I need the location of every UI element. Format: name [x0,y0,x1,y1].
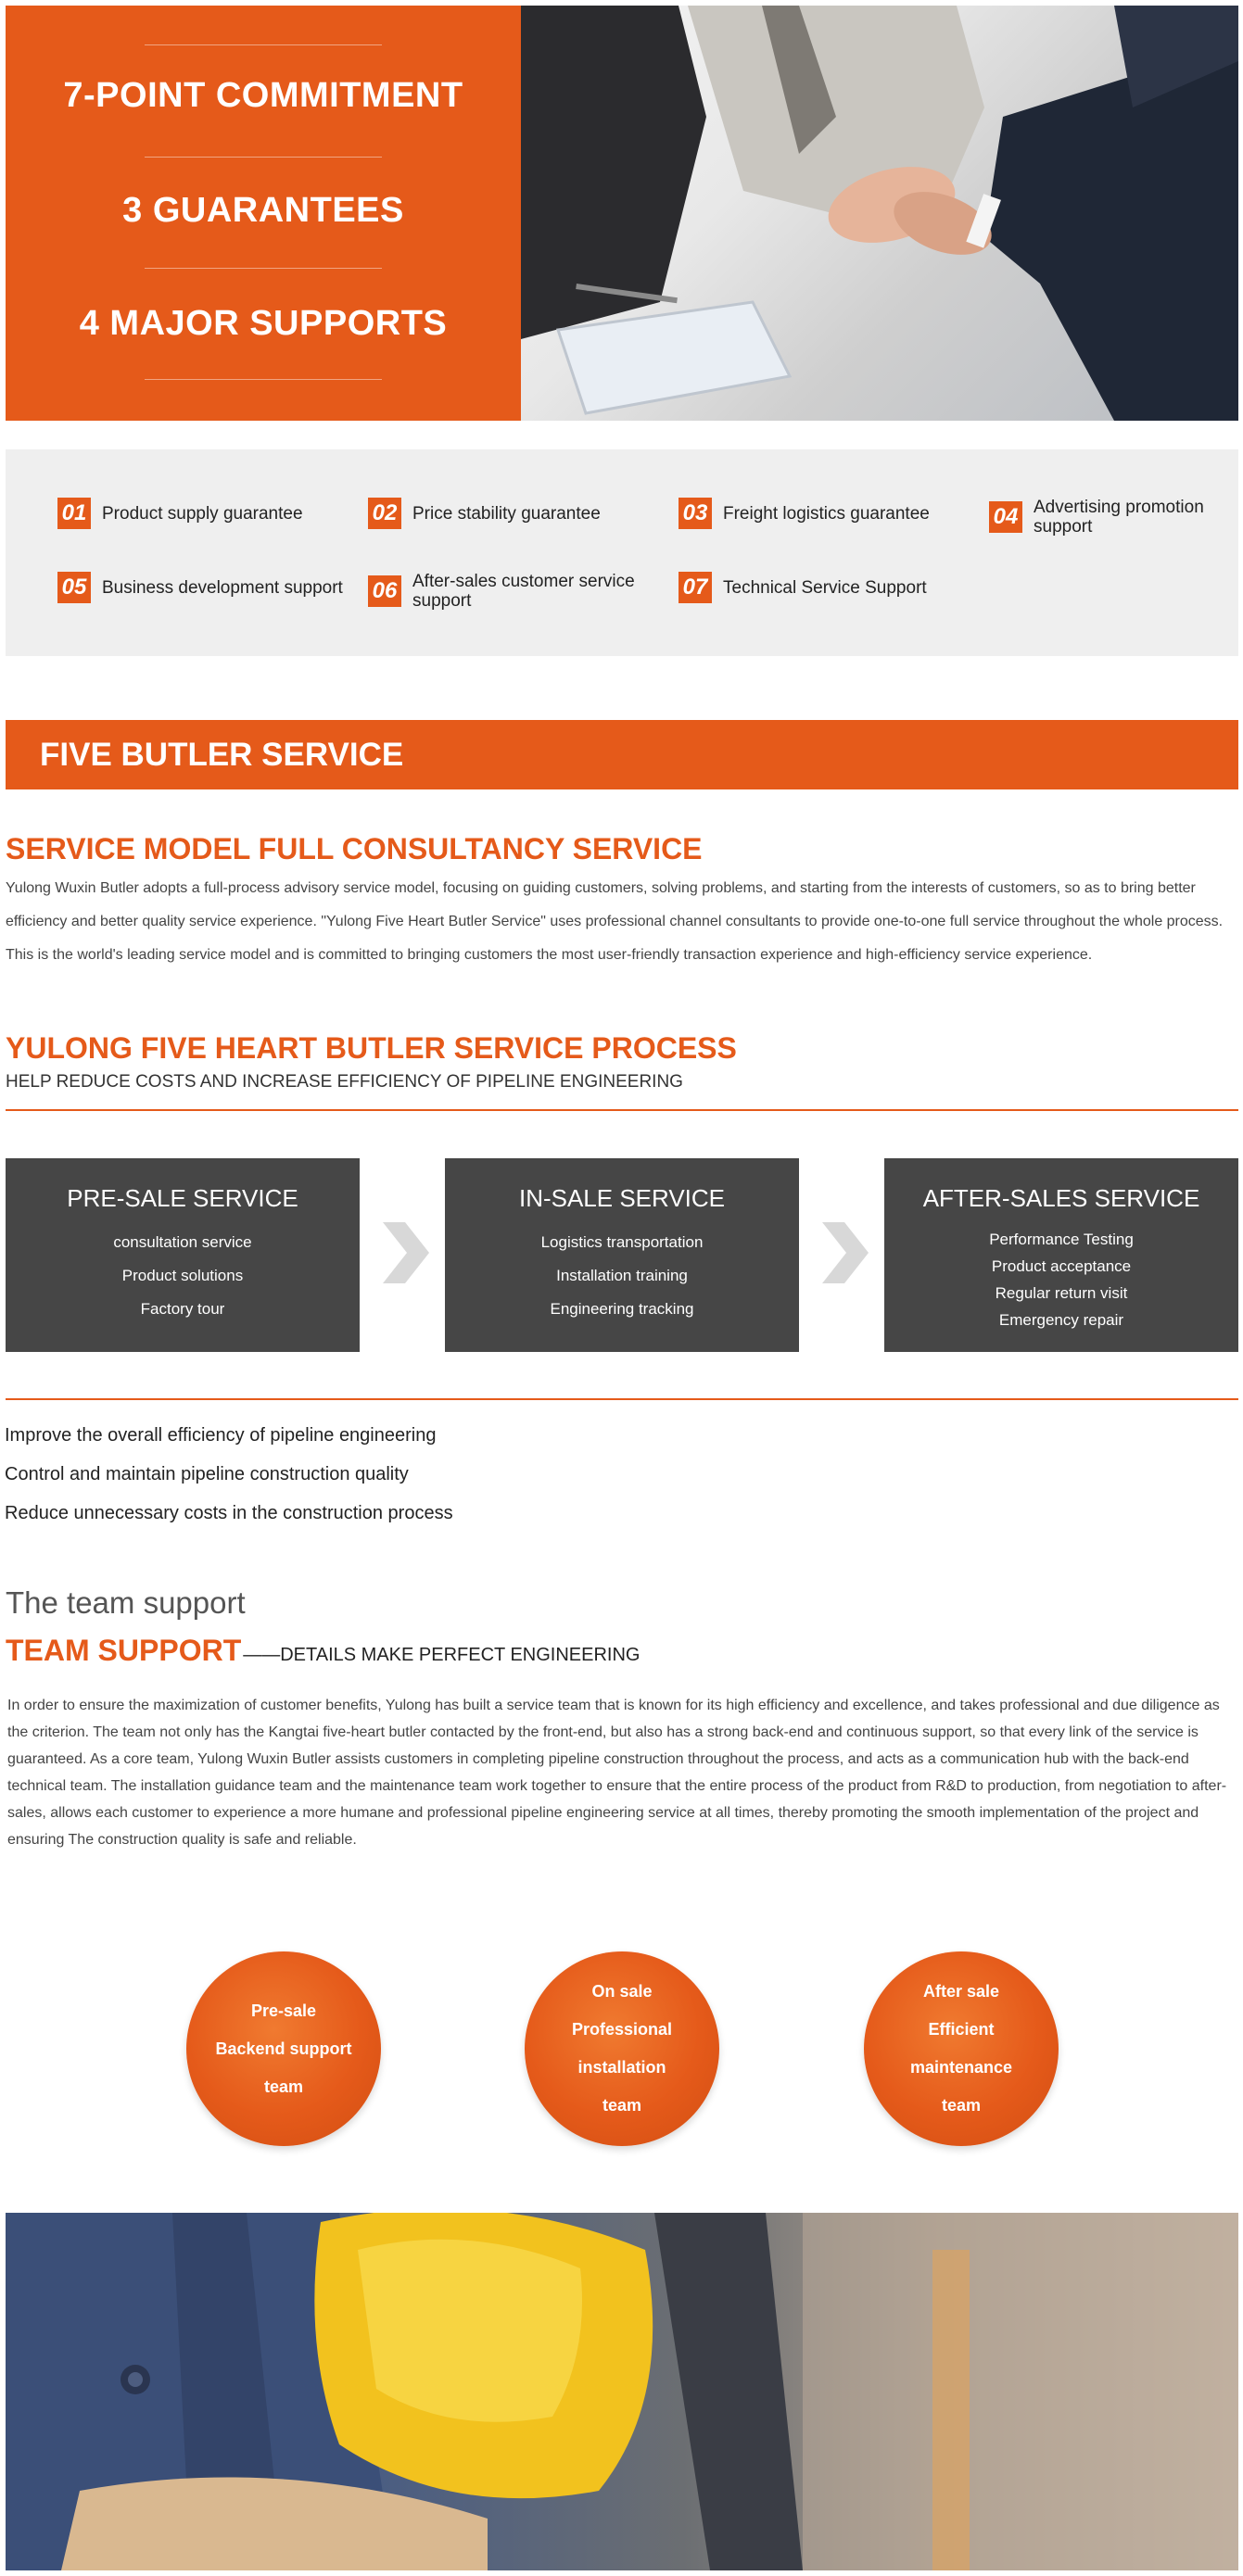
benefit-line: Improve the overall efficiency of pipeline engineering [5,1425,437,1446]
team-support-subtitle: DETAILS MAKE PERFECT ENGINEERING [280,1645,641,1665]
team-circle-pre-sale [186,1951,381,2146]
commitment-number: 03 [679,498,712,529]
commitment-item [679,572,927,603]
team-support-light-title: The team support [6,1585,246,1620]
after-sales-service-box [884,1158,1238,1352]
commitment-label: Product supply guarantee [102,503,303,524]
team-circle-on-sale [525,1951,719,2146]
hero-divider [145,157,382,158]
pre-sale-service-box [6,1158,360,1352]
process-box-title: PRE-SALE SERVICE [67,1184,298,1212]
process-item: Emergency repair [998,1311,1124,1329]
chevron-right-icon [381,1220,431,1285]
circle-line: Pre-sale [250,2001,317,2020]
hero-banner [6,6,1238,421]
commitment-number: 04 [989,501,1022,533]
process-box-title: IN-SALE SERVICE [518,1184,726,1212]
circle-line: team [263,2077,304,2096]
circle-line: team [941,2096,982,2115]
commitment-label: Freight logistics guarantee [723,503,930,524]
hero-title-supports: 4 MAJOR SUPPORTS [79,304,448,343]
commitment-number: 06 [368,575,401,607]
process-item: Factory tour [140,1300,225,1318]
commitment-item [368,498,601,529]
process-item: Installation training [556,1267,688,1284]
chevron-right-icon [820,1220,870,1285]
commitment-label: Price stability guarantee [412,503,601,524]
commitment-item [679,498,930,529]
process-item: Engineering tracking [550,1300,694,1318]
process-item: Regular return visit [995,1284,1128,1302]
commitment-label: Advertising promotion support [1034,498,1204,537]
commitment-label: Technical Service Support [723,577,927,598]
commitment-item [368,572,644,611]
service-model-heading: SERVICE MODEL FULL CONSULTANCY SERVICE [6,832,703,865]
engineer-helmet-photo [6,2213,1238,2570]
team-support-heading [6,1634,640,1668]
hero-title-guarantees: 3 GUARANTEES [122,191,404,230]
commitment-label: Business development support [102,577,343,598]
orange-divider [6,1109,1238,1111]
benefit-line: Control and maintain pipeline construction quality [5,1464,409,1484]
orange-divider [6,1398,1238,1400]
process-item: Logistics transportation [540,1233,704,1251]
commitment-number: 01 [57,498,91,529]
in-sale-service-box [445,1158,799,1352]
circle-line: Professional [571,2020,673,2039]
commitment-item [57,572,343,603]
circle-line: installation [577,2058,666,2077]
commitment-number: 05 [57,572,91,603]
circle-line: Backend support [215,2039,352,2058]
circle-line: On sale [591,1982,653,2001]
process-item: consultation service [113,1233,252,1251]
circle-line: After sale [922,1982,1000,2001]
hero-divider [145,379,382,380]
team-support-title: TEAM SUPPORT [6,1634,242,1667]
benefit-line: Reduce unnecessary costs in the construction process [5,1503,453,1523]
process-item: Performance Testing [989,1231,1134,1248]
commitment-item [57,498,303,529]
process-subheading: HELP REDUCE COSTS AND INCREASE EFFICIENCY OF PIPELINE ENGINEERING [6,1072,683,1092]
team-support-dash: —— [243,1645,281,1665]
handshake-photo [521,6,1238,421]
hero-divider [145,268,382,269]
team-support-paragraph: In order to ensure the maximization of customer benefits, Yulong has built a service team that is known for its high efficiency and excellence, and takes professional and due diligence as the criterion. The team not only has the Kangtai five-heart butler contacted by the front-end, but also has a strong back-end and continuous support, so that every link of the service is guaranteed. As a core team, Yulong Wuxin Butler assists customers in completing pipeline construction throughout the process, and acts as a communication hub with the back-end technical team. The installation guidance team and the maintenance team work together to ensure that the entire process of the product from R&D to production, from negotiation to after-sales, allows each customer to experience a more humane and professional pipeline engineering service at all times, thereby promoting the smooth implementation of the project and ensuring The construction quality is safe and reliable. [7,1698,1227,1848]
hero-orange-panel [6,6,521,421]
commitment-panel [6,449,1238,656]
circle-line: Efficient [928,2020,995,2039]
commitment-label: After-sales customer service support [412,572,635,611]
commitment-number: 02 [368,498,401,529]
circle-line: maintenance [909,2058,1013,2077]
commitment-number: 07 [679,572,712,603]
team-circle-after-sale [864,1951,1059,2146]
process-heading: YULONG FIVE HEART BUTLER SERVICE PROCESS [6,1031,737,1065]
process-item: Product acceptance [991,1257,1132,1275]
hero-title-commitment: 7-POINT COMMITMENT [63,76,463,115]
circle-line: team [602,2096,642,2115]
process-item: Product solutions [121,1267,244,1284]
service-model-paragraph: Yulong Wuxin Butler adopts a full-process advisory service model, focusing on guiding customers, solving problems, and starting from the interests of customers, so as to bring better efficiency and better quality service experience. "Yulong Five Heart Butler Service" uses professional channel consultants to provide one-to-one full service throughout the whole process. This is the world's leading service model and is committed to bringing customers the most user-friendly transaction experience and high-efficiency service experience. [6,880,1224,963]
hero-divider [145,44,382,45]
process-box-title: AFTER-SALES SERVICE [922,1184,1200,1212]
commitment-item [989,498,1228,537]
five-butler-service-bar: FIVE BUTLER SERVICE [6,720,1238,789]
